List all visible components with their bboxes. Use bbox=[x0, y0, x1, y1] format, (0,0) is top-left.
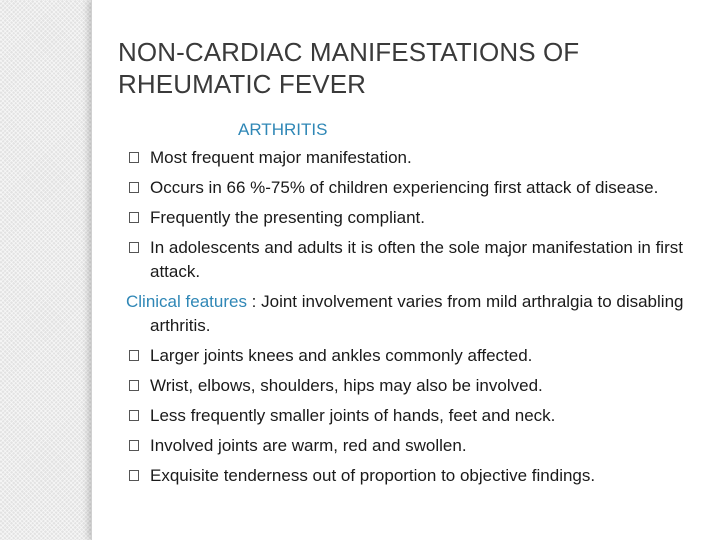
list-item-text: Occurs in 66 %-75% of children experiencing first attack of disease. bbox=[150, 178, 659, 197]
clinical-features-text: : Joint involvement varies from mild arthralgia to disabling arthritis. bbox=[150, 292, 684, 335]
list-item-text: Less frequently smaller joints of hands, feet and neck. bbox=[150, 406, 556, 425]
list-item bbox=[126, 464, 696, 488]
square-bullet-icon bbox=[129, 350, 139, 361]
list-item bbox=[126, 374, 696, 398]
list-item bbox=[126, 434, 696, 458]
clinical-features-label: Clinical features bbox=[126, 292, 247, 311]
slide-content bbox=[126, 118, 696, 494]
square-bullet-icon bbox=[129, 410, 139, 421]
list-item bbox=[126, 344, 696, 368]
list-item-text: Involved joints are warm, red and swollen. bbox=[150, 436, 467, 455]
clinical-features-paragraph bbox=[126, 290, 696, 338]
list-item-text: Most frequent major manifestation. bbox=[150, 148, 412, 167]
square-bullet-icon bbox=[129, 212, 139, 223]
background-pattern bbox=[0, 0, 91, 540]
section-heading: ARTHRITIS bbox=[238, 120, 328, 139]
title-line-1: NON-CARDIAC MANIFESTATIONS OF bbox=[118, 37, 580, 67]
list-item bbox=[126, 206, 696, 230]
slide-title bbox=[118, 36, 698, 100]
list-item-text: Frequently the presenting compliant. bbox=[150, 208, 425, 227]
square-bullet-icon bbox=[129, 440, 139, 451]
list-item bbox=[126, 236, 696, 284]
square-bullet-icon bbox=[129, 380, 139, 391]
list-item-text: Wrist, elbows, shoulders, hips may also be involved. bbox=[150, 376, 543, 395]
square-bullet-icon bbox=[129, 470, 139, 481]
list-item bbox=[126, 146, 696, 170]
square-bullet-icon bbox=[129, 182, 139, 193]
square-bullet-icon bbox=[129, 152, 139, 163]
square-bullet-icon bbox=[129, 242, 139, 253]
list-item-text: Larger joints knees and ankles commonly affected. bbox=[150, 346, 533, 365]
list-item-text: Exquisite tenderness out of proportion to objective findings. bbox=[150, 466, 596, 485]
title-line-2: RHEUMATIC FEVER bbox=[118, 69, 367, 99]
list-item bbox=[126, 404, 696, 428]
list-item-text: In adolescents and adults it is often the sole major manifestation in first attack. bbox=[150, 238, 683, 281]
list-item bbox=[126, 176, 696, 200]
